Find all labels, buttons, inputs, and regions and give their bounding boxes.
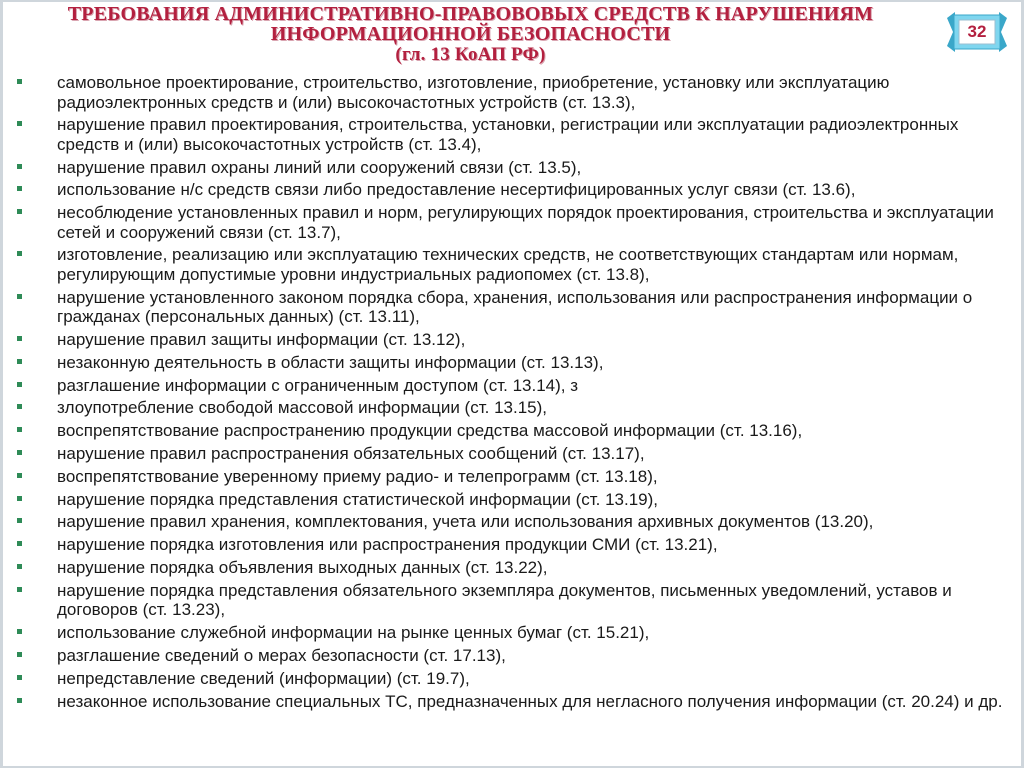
square-bullet-icon — [17, 336, 22, 341]
square-bullet-icon — [17, 450, 22, 455]
list-item — [13, 203, 1017, 242]
list-item — [13, 490, 1017, 510]
square-bullet-icon — [17, 675, 22, 680]
list-item — [13, 623, 1017, 643]
list-item-text: нарушение порядка изготовления или распространения продукции СМИ (ст. 13.21), — [57, 535, 718, 555]
list-item-text: самовольное проектирование, строительство, изготовление, приобретение, установку или эксплуатацию радиоэлектронных средств и (или) высокочастотных устройств (ст. 13.3), — [57, 73, 890, 112]
list-item-text: использование служебной информации на рынке ценных бумаг (ст. 15.21), — [57, 623, 650, 643]
title-line-1: ТРЕБОВАНИЯ АДМИНИСТРАТИВНО-ПРАВОВОВЫХ СРЕДСТВ К НАРУШЕНИЯМ — [67, 3, 874, 25]
list-item — [13, 444, 1017, 464]
list-item-text: непредставление сведений (информации) (ст. 19.7), — [57, 668, 470, 688]
square-bullet-icon — [17, 251, 22, 256]
square-bullet-icon — [17, 164, 22, 169]
list-item — [13, 421, 1017, 441]
list-item-text: незаконную деятельность в области защиты информации (ст. 13.13), — [57, 352, 604, 372]
list-item — [13, 330, 1017, 350]
square-bullet-icon — [17, 359, 22, 364]
list-item-text: несоблюдение установленных правил и норм, регулирующих порядок проектирования, строительства и эксплуатации сетей и сооружений связи (ст. 13.7), — [57, 203, 994, 242]
list-item-text: незаконное использование специальных ТС, предназначенных для негласного получения информации (ст. 20.24) и др. — [57, 691, 1003, 711]
list-item-text: воспрепятствование распространению продукции средства массовой информации (ст. 13.16), — [57, 421, 803, 441]
list-item-text: нарушение правил хранения, комплектования, учета или использования архивных документов (13.20), — [57, 512, 874, 532]
list-item — [13, 245, 1017, 284]
list-item-text: воспрепятствование уверенному приему радио- и телепрограмм (ст. 13.18), — [57, 466, 658, 486]
list-item — [13, 535, 1017, 555]
list-item-text: нарушение порядка объявления выходных данных (ст. 13.22), — [57, 558, 548, 578]
square-bullet-icon — [17, 564, 22, 569]
square-bullet-icon — [17, 496, 22, 501]
square-bullet-icon — [17, 404, 22, 409]
list-item — [13, 73, 1017, 112]
square-bullet-icon — [17, 186, 22, 191]
list-item-text: разглашение информации с ограниченным доступом (ст. 13.14), з — [57, 375, 579, 395]
list-item-text: изготовление, реализацию или эксплуатацию технических средств, не соответствующих стандартам или нормам, регулирующим допустимые уровни индустриальных радиопомех (ст. 13.8), — [57, 245, 959, 284]
square-bullet-icon — [17, 294, 22, 299]
list-item — [13, 581, 1017, 620]
list-item — [13, 398, 1017, 418]
list-item — [13, 353, 1017, 373]
requirements-list — [13, 73, 1017, 714]
square-bullet-icon — [17, 427, 22, 432]
page-number: 32 — [967, 22, 987, 41]
square-bullet-icon — [17, 209, 22, 214]
square-bullet-icon — [17, 79, 22, 84]
list-item — [13, 467, 1017, 487]
list-item — [13, 669, 1017, 689]
square-bullet-icon — [17, 541, 22, 546]
square-bullet-icon — [17, 587, 22, 592]
list-item-text: разглашение сведений о мерах безопасности (ст. 17.13), — [57, 645, 506, 665]
title-line-2: ИНФОРМАЦИОННОЙ БЕЗОПАСНОСТИ — [270, 23, 671, 45]
list-item — [13, 115, 1017, 154]
slide-title — [13, 4, 928, 66]
list-item — [13, 376, 1017, 396]
square-bullet-icon — [17, 121, 22, 126]
square-bullet-icon — [17, 652, 22, 657]
title-line-3: (гл. 13 КоАП РФ) — [395, 44, 546, 65]
page-number-badge — [947, 12, 1007, 52]
square-bullet-icon — [17, 629, 22, 634]
list-item-text: нарушение порядка представления статистической информации (ст. 13.19), — [57, 489, 659, 509]
square-bullet-icon — [17, 698, 22, 703]
list-item — [13, 558, 1017, 578]
list-item-text: нарушение правил охраны линий или сооружений связи (ст. 13.5), — [57, 157, 582, 177]
list-item — [13, 646, 1017, 666]
list-item-text: злоупотребление свободой массовой информации (ст. 13.15), — [57, 398, 547, 418]
list-item-text: нарушение правил защиты информации (ст. 13.12), — [57, 330, 466, 350]
list-item-text: нарушение правил проектирования, строительства, установки, регистрации или эксплуатации радиоэлектронных средств и (или) высокочастотных устройств (ст. 13.4), — [57, 115, 959, 154]
list-item — [13, 288, 1017, 327]
list-item — [13, 158, 1017, 178]
list-item-text: нарушение правил распространения обязательных сообщений (ст. 13.17), — [57, 444, 645, 464]
list-item-text: использование н/с средств связи либо предоставление несертифицированных услуг связи (ст. 13.6), — [57, 180, 856, 200]
list-item — [13, 180, 1017, 200]
list-item-text: нарушение установленного законом порядка сбора, хранения, использования или распространения информации о гражданах (персональных данных) (ст. 13.11), — [57, 287, 973, 327]
list-item — [13, 692, 1017, 712]
square-bullet-icon — [17, 473, 22, 478]
square-bullet-icon — [17, 518, 22, 523]
square-bullet-icon — [17, 382, 22, 387]
list-item — [13, 512, 1017, 532]
list-item-text: нарушение порядка представления обязательного экземпляра документов, письменных уведомлений, уставов и договоров (ст. 13.23), — [57, 580, 952, 620]
